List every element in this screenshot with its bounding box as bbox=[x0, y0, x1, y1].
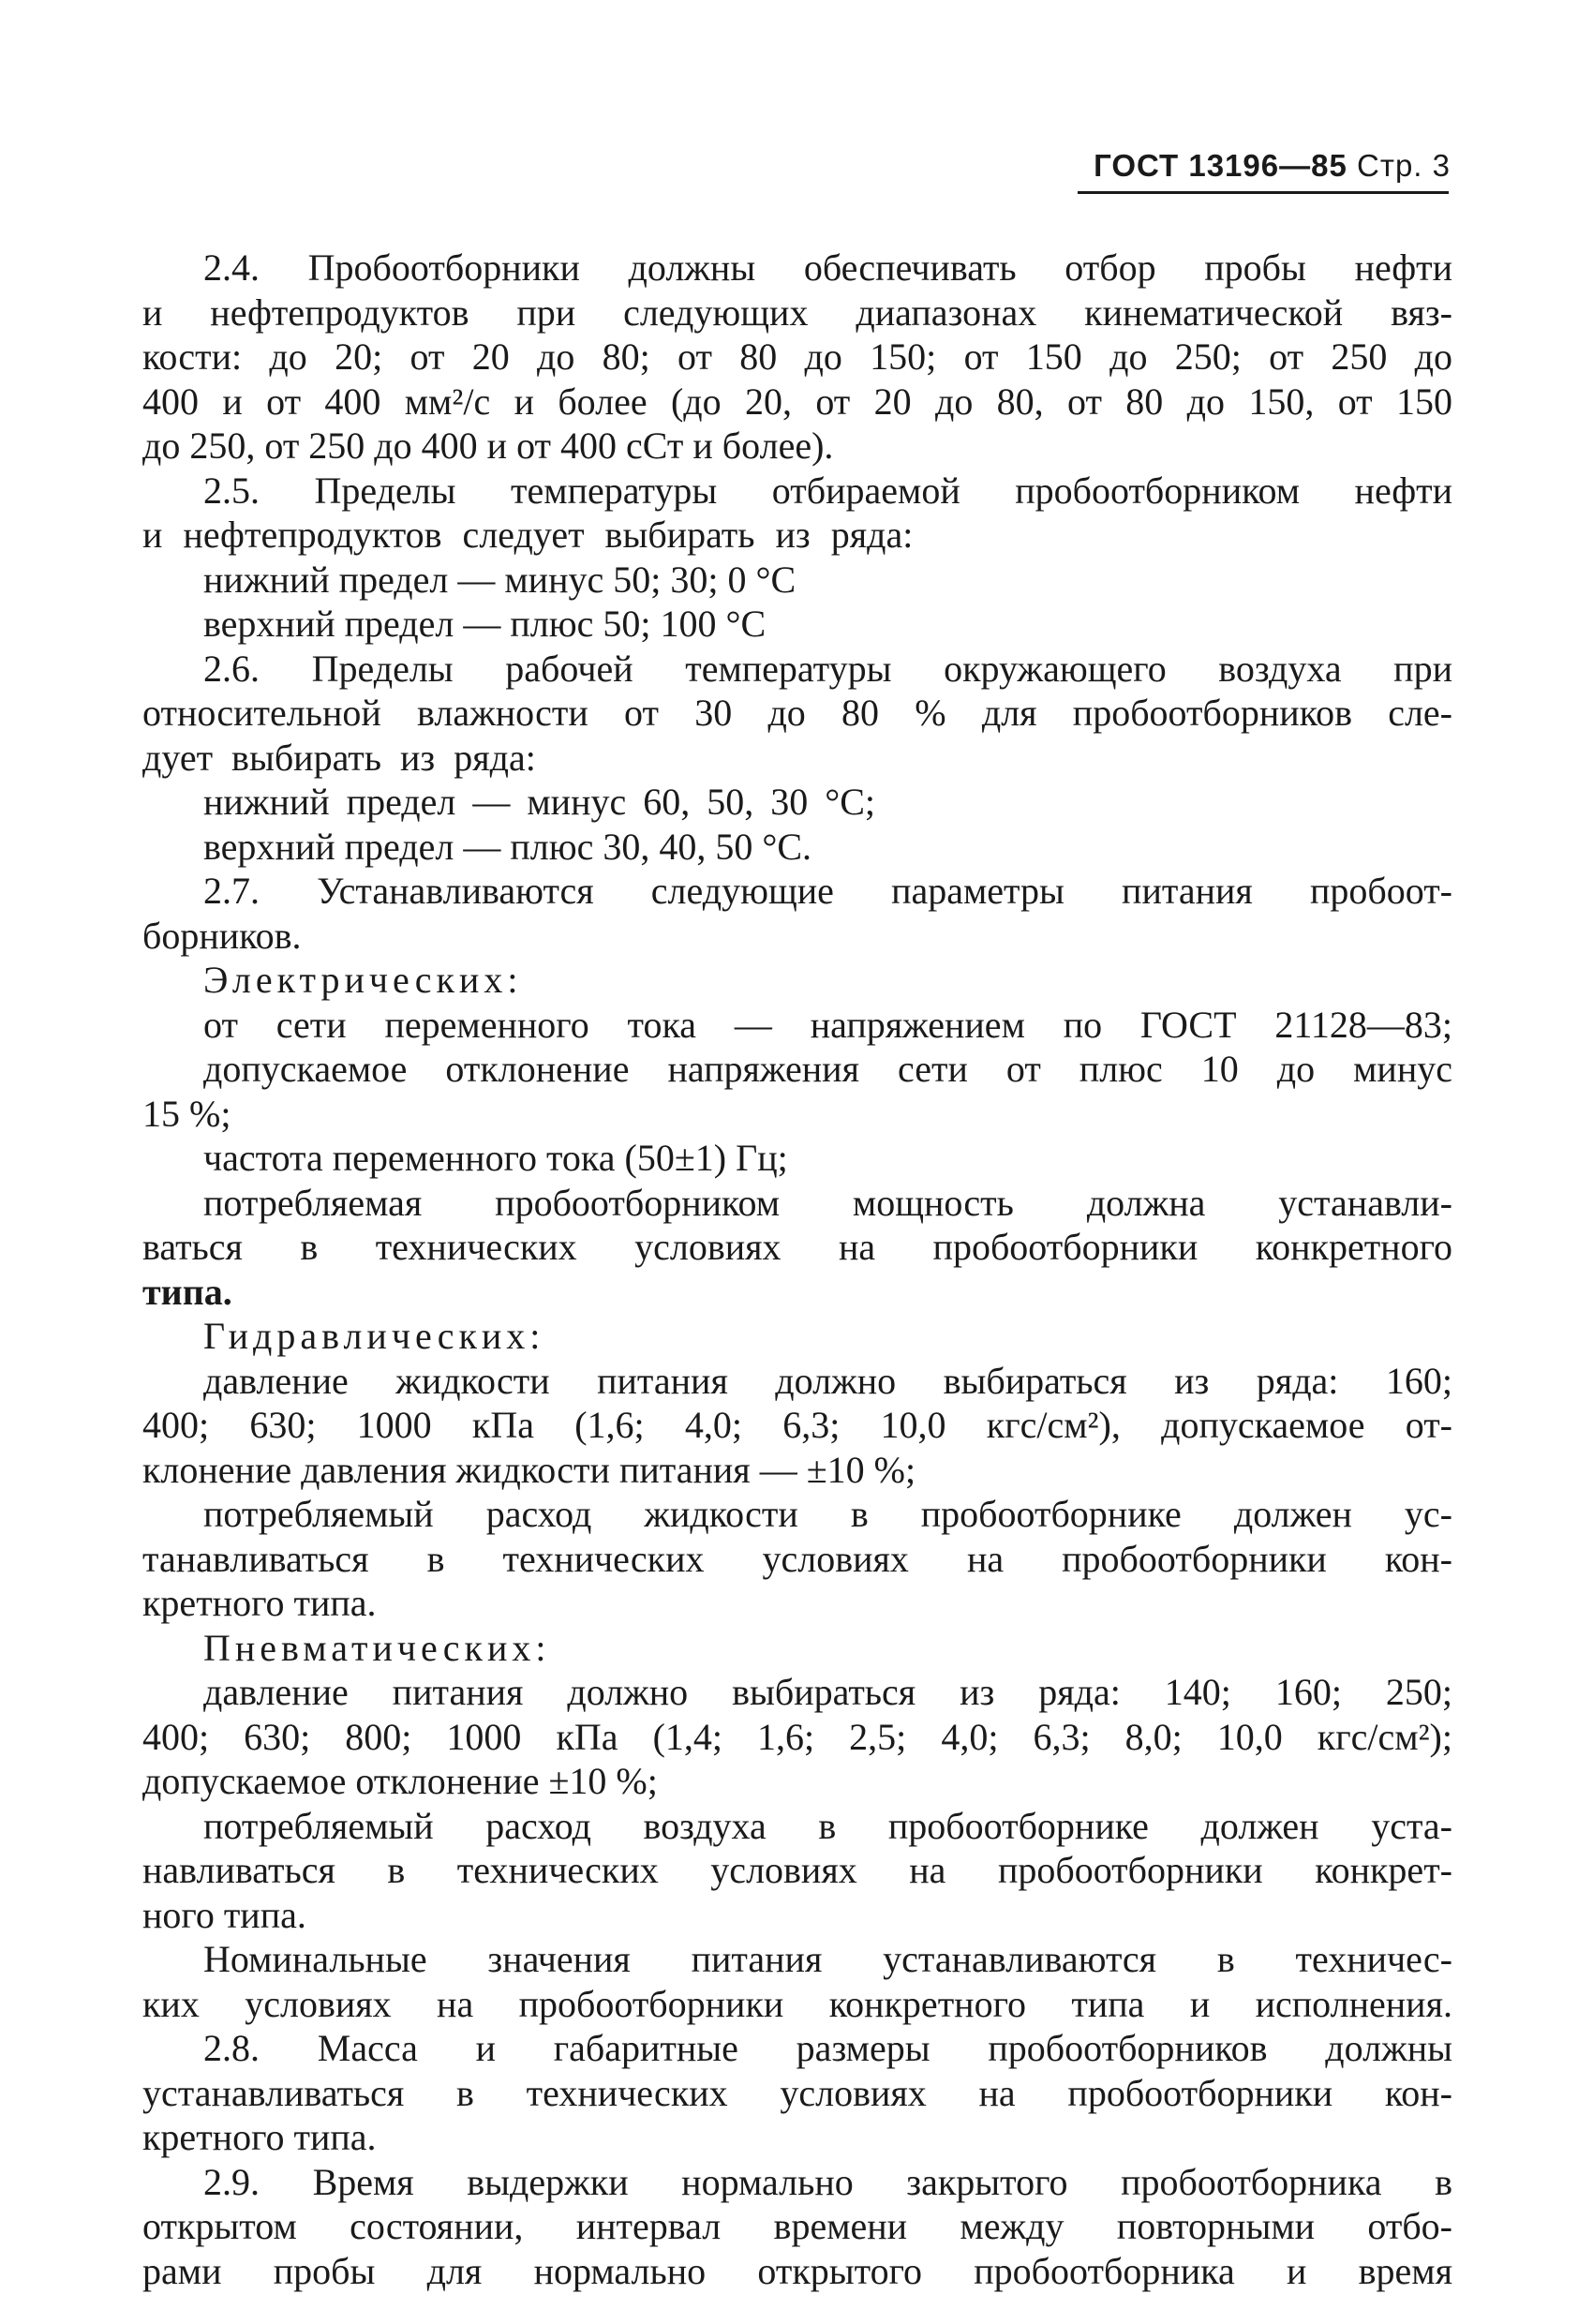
text-line: 2.4. Пробоотборники должны обеспечивать отбор пробы нефти bbox=[203, 246, 1452, 289]
page-header bbox=[1066, 148, 1451, 206]
text-line: дует выбирать из ряда: bbox=[142, 736, 536, 779]
text-line: типа. bbox=[142, 1270, 232, 1313]
text-line: навливаться в технических условиях на пробоотборники конкрет- bbox=[142, 1849, 1452, 1891]
text-line: кретного типа. bbox=[142, 2116, 377, 2158]
document-number: ГОСТ 13196—85 bbox=[1094, 148, 1347, 183]
text-line: верхний предел — плюс 30, 40, 50 °С. bbox=[203, 825, 812, 868]
text-line: ваться в технических условиях на пробоотборники конкретного bbox=[142, 1226, 1452, 1268]
text-line: потребляемая пробоотборником мощность должна устанавли- bbox=[203, 1181, 1452, 1224]
text-line: кости: до 20; от 20 до 80; от 80 до 150; от 150 до 250; от 250 до bbox=[142, 335, 1452, 378]
text-line: рами пробы для нормально открытого пробоотборника и время bbox=[142, 2249, 1452, 2292]
header-rule bbox=[1078, 191, 1449, 194]
section-heading-electric: Электрических: bbox=[203, 959, 523, 1001]
text-line: 400; 630; 1000 кПа (1,6; 4,0; 6,3; 10,0 кгс/см²), допускаемое от- bbox=[142, 1404, 1452, 1446]
text-line: и нефтепродуктов при следующих диапазонах кинематической вяз- bbox=[142, 290, 1452, 334]
text-line: 2.9. Время выдержки нормально закрытого пробоотборника в bbox=[203, 2160, 1452, 2203]
text-line: 2.7. Устанавливаются следующие параметры питания пробоот- bbox=[203, 870, 1452, 912]
text-line: 15 %; bbox=[142, 1092, 231, 1135]
text-line: борников. bbox=[142, 914, 302, 957]
text-line: верхний предел — плюс 50; 100 °С bbox=[203, 603, 767, 645]
text-line: клонение давления жидкости питания — ±10 %; bbox=[142, 1448, 916, 1491]
text-line: от сети переменного тока — напряжением по ГОСТ 21128—83; bbox=[203, 1003, 1452, 1046]
section-heading-pneumatic: Пневматических: bbox=[203, 1626, 551, 1669]
text-line: Номинальные значения питания устанавливаются в техничес- bbox=[203, 1938, 1452, 1980]
text-line: танавливаться в технических условиях на пробоотборники кон- bbox=[142, 1537, 1452, 1580]
text-line: 2.6. Пределы рабочей температуры окружающего воздуха при bbox=[203, 647, 1452, 690]
text-line: кретного типа. bbox=[142, 1582, 377, 1624]
text-line: давление питания должно выбираться из ряда: 140; 160; 250; bbox=[203, 1671, 1452, 1713]
text-line: относительной влажности от 30 до 80 % для пробоотборников сле- bbox=[142, 692, 1452, 734]
text-line: 400 и от 400 мм²/с и более (до 20, от 20 до 80, от 80 до 150, от 150 bbox=[142, 380, 1452, 423]
text-line: 400; 630; 800; 1000 кПа (1,4; 1,6; 2,5; 4,0; 6,3; 8,0; 10,0 кгс/см²); bbox=[142, 1715, 1452, 1758]
text-line: ких условиях на пробоотборники конкретного типа и исполнения. bbox=[142, 1982, 1452, 2025]
text-line: частота переменного тока (50±1) Гц; bbox=[203, 1137, 788, 1179]
text-line: открытом состоянии, интервал времени между повторными отбо- bbox=[142, 2205, 1452, 2247]
page-number: Стр. 3 bbox=[1357, 148, 1451, 183]
text-line: нижний предел — минус 50; 30; 0 °С bbox=[203, 558, 796, 601]
document-body bbox=[142, 246, 1452, 2293]
text-line: потребляемый расход жидкости в пробоотборнике должен ус- bbox=[203, 1493, 1452, 1535]
text-line: и нефтепродуктов следует выбирать из ряда: bbox=[142, 514, 914, 556]
text-line: давление жидкости питания должно выбираться из ряда: 160; bbox=[203, 1359, 1452, 1402]
text-line: ного типа. bbox=[142, 1893, 306, 1936]
text-line: потребляемый расход воздуха в пробоотборнике должен уста- bbox=[203, 1804, 1452, 1847]
text-line: 2.8. Масса и габаритные размеры пробоотборников должны bbox=[203, 2027, 1452, 2069]
text-line: допускаемое отклонение напряжения сети от плюс 10 до минус bbox=[203, 1048, 1452, 1090]
text-line: до 250, от 250 до 400 и от 400 сСт и более). bbox=[142, 425, 834, 467]
section-heading-hydraulic: Гидравлических: bbox=[203, 1315, 545, 1357]
text-line: 2.5. Пределы температуры отбираемой пробоотборником нефти bbox=[203, 469, 1452, 512]
text-line: нижний предел — минус 60, 50, 30 °С; bbox=[203, 781, 876, 823]
text-line: допускаемое отклонение ±10 %; bbox=[142, 1760, 658, 1802]
text-line: устанавливаться в технических условиях на пробоотборники кон- bbox=[142, 2071, 1452, 2114]
